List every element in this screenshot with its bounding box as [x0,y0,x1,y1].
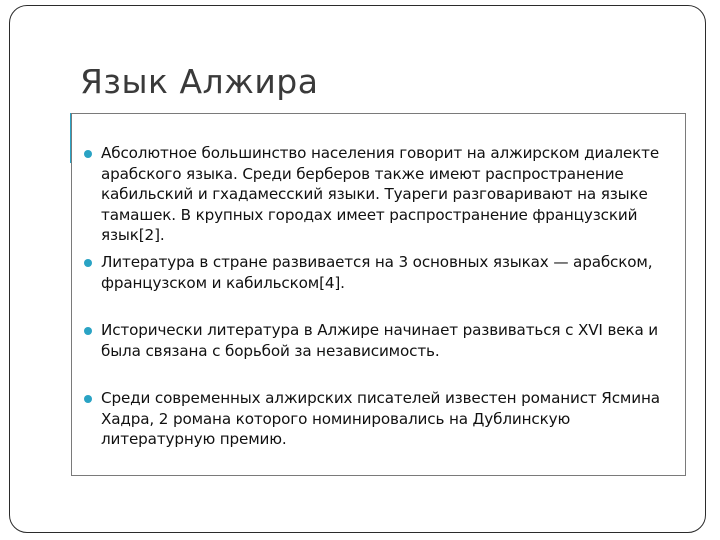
content-box [71,113,686,476]
bullet-text: Среди современных алжирских писателей известен романист Ясмина Хадра, 2 романа которого номинировались на Дублинскую литературную премию. [101,389,660,448]
bullet-text: Исторически литература в Алжире начинает развиваться с XVI века и была связана с борьбой за независимость. [101,321,659,360]
slide-title: Язык Алжира [80,62,319,101]
bullet-dot-icon [84,150,92,158]
bullet-text: Литература в стране развивается на 3 основных языках — арабском, французском и кабильском[4]. [101,253,653,292]
bullet-text: Абсолютное большинство населения говорит на алжирском диалекте арабского языка. Среди берберов также имеют распространение кабильский и гхадамесский языки. Туареги разговаривают на языке тамашек. В крупных городах имеет распространение французский язык[2]. [101,144,660,244]
bullet-dot-icon [84,259,92,267]
bullet-dot-icon [84,327,92,335]
bullet-dot-icon [84,395,92,403]
bullet-list [72,114,685,475]
